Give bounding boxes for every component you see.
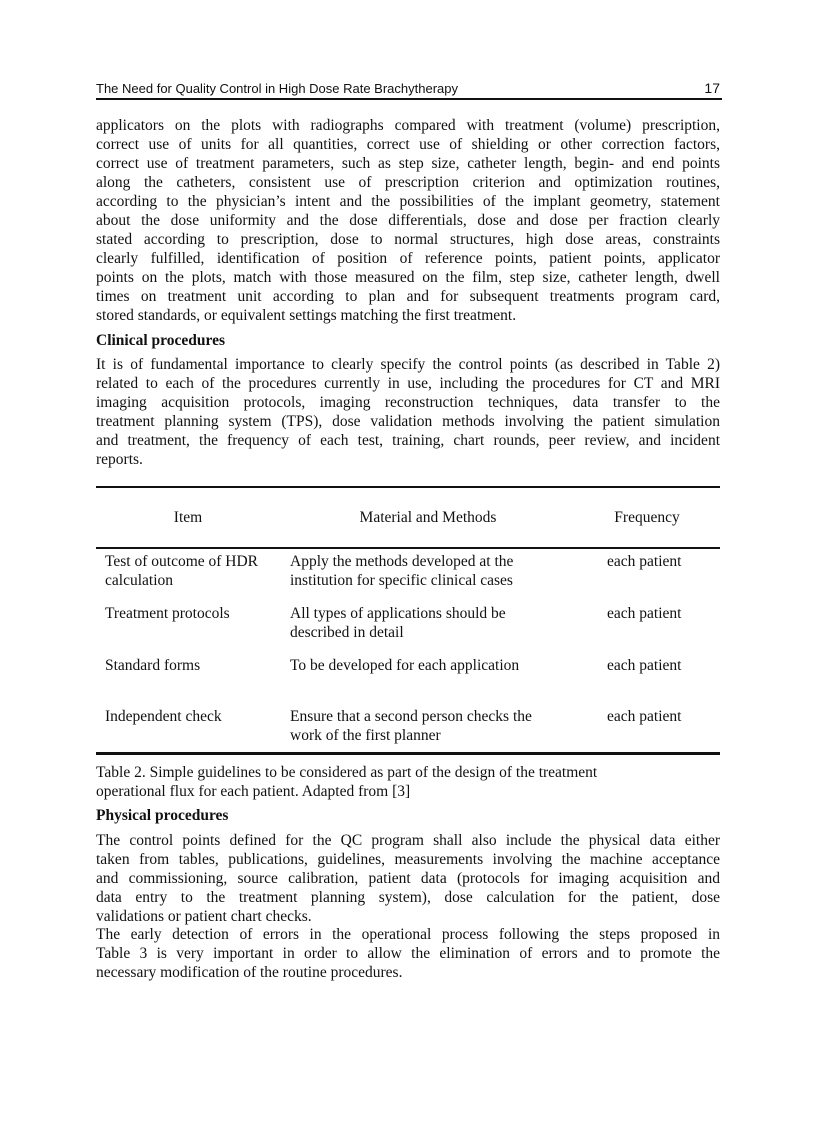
table-2	[96, 486, 720, 756]
cell-frequency: each patient	[607, 657, 682, 674]
text-line: It is of fundamental importance to clearly specify the control points (as described in Table 2)	[96, 356, 720, 373]
text-line: about the dose uniformity and the dose differentials, dose and dose per fraction clearly	[96, 212, 720, 229]
text-line: taken from tables, publications, guidelines, measurements involving the machine acceptance	[96, 851, 720, 868]
cell-method: Ensure that a second person checks the	[290, 708, 532, 725]
heading-clinical-procedures: Clinical procedures	[96, 332, 226, 349]
text-line: imaging acquisition protocols, imaging reconstruction techniques, data transfer to the	[96, 394, 720, 411]
cell-method: work of the first planner	[290, 727, 441, 744]
text-line: The early detection of errors in the operational process following the steps proposed in	[96, 926, 720, 943]
cell-method: institution for specific clinical cases	[290, 572, 513, 589]
text-line: stated according to prescription, dose to normal structures, high dose areas, constraints	[96, 231, 720, 248]
cell-item: calculation	[105, 572, 173, 589]
cell-method: Apply the methods developed at the	[290, 553, 514, 570]
text-line: points on the plots, match with those measured on the film, step size, catheter length, dwell	[96, 269, 720, 286]
text-line: data entry to the treatment planning system), dose calculation for the patient, dose	[96, 889, 720, 906]
table-header-rule	[96, 547, 720, 549]
column-header-frequency: Frequency	[614, 509, 680, 526]
cell-frequency: each patient	[607, 708, 682, 725]
cell-method: To be developed for each application	[290, 657, 520, 674]
text-line: times on treatment unit according to plan and for subsequent treatments program card,	[96, 288, 720, 305]
text-line: reports.	[96, 451, 143, 468]
cell-frequency: each patient	[607, 553, 682, 570]
cell-method: described in detail	[290, 624, 404, 641]
text-line: The control points defined for the QC program shall also include the physical data either	[96, 832, 720, 849]
text-line: treatment planning system (TPS), dose validation methods involving the patient simulation	[96, 413, 720, 430]
cell-item: Independent check	[105, 708, 222, 725]
paragraph-2	[96, 355, 720, 469]
text-line: related to each of the procedures currently in use, including the procedures for CT and MRI	[96, 375, 720, 392]
text-line: clearly fulfilled, identification of position of reference points, patient points, applicator	[96, 250, 720, 267]
text-line: validations or patient chart checks.	[96, 908, 312, 925]
table-top-rule	[96, 486, 720, 488]
text-line: Table 3 is very important in order to allow the elimination of errors and to promote the	[96, 945, 720, 962]
text-line: and commissioning, source calibration, patient data (protocols for imaging acquisition and	[96, 870, 720, 887]
running-header	[96, 80, 722, 100]
heading-physical-procedures: Physical procedures	[96, 807, 229, 824]
text-line: correct use of units for all quantities, correct use of shielding or other correction factors,	[96, 136, 720, 153]
cell-frequency: each patient	[607, 605, 682, 622]
cell-item: Standard forms	[105, 657, 201, 674]
column-header-item: Item	[173, 509, 203, 526]
text-line: applicators on the plots with radiographs compared with treatment (volume) prescription,	[96, 117, 720, 134]
paragraph-1	[96, 116, 720, 325]
text-line: according to the physician’s intent and the possibilities of the implant geometry, statement	[96, 193, 720, 210]
table-bottom-rule	[96, 752, 720, 755]
paragraph-4	[96, 925, 720, 982]
cell-item: Treatment protocols	[105, 605, 230, 622]
table-caption	[96, 763, 597, 801]
text-line: stored standards, or equivalent settings matching the first treatment.	[96, 307, 517, 324]
cell-item: Test of outcome of HDR	[105, 553, 259, 570]
text-line: necessary modification of the routine procedures.	[96, 964, 403, 981]
column-header-methods: Material and Methods	[359, 509, 497, 526]
cell-method: All types of applications should be	[290, 605, 506, 622]
text-line: and treatment, the frequency of each test, training, chart rounds, peer review, and incident	[96, 432, 720, 449]
caption-line: Table 2. Simple guidelines to be considered as part of the design of the treatment	[96, 764, 598, 781]
paragraph-3	[96, 831, 720, 926]
caption-line: operational flux for each patient. Adapted from [3]	[96, 783, 411, 800]
text-line: along the catheters, consistent use of prescription criterion and optimization routines,	[96, 174, 720, 191]
page-number: 17	[704, 80, 720, 96]
text-line: correct use of treatment parameters, such as step size, catheter length, begin- and end points	[96, 155, 720, 172]
running-title: The Need for Quality Control in High Dose Rate Brachytherapy	[96, 81, 459, 96]
